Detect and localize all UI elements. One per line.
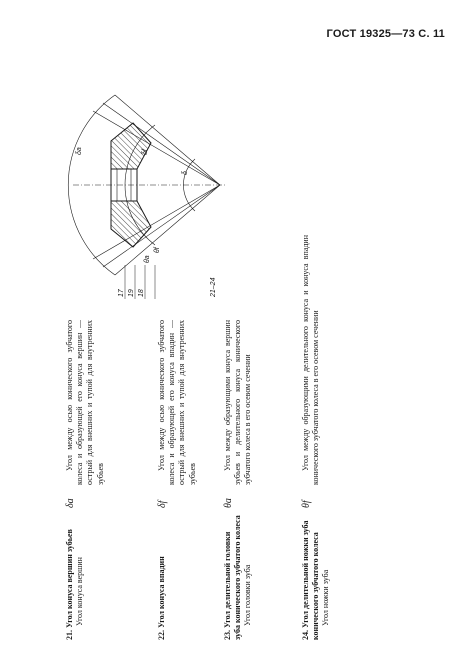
label-19: 19 (128, 289, 135, 297)
term-definition: Угол между осью конического зубчатого колеса и образующей его конуса впадин — острый для внешних и тупой для внутренних зубьев (157, 320, 197, 485)
page-header: ГОСТ 19325—73 С. 11 (326, 28, 445, 40)
bevel-gear-drawing (55, 65, 235, 305)
term-entry-24 (301, 235, 401, 640)
gear-section-right (111, 123, 151, 169)
term-symbol: δf (157, 500, 168, 508)
term-alias: Угол ножки зуба (321, 569, 331, 626)
label-theta-a: θa (144, 255, 151, 263)
term-title: Угол конуса вершин зубьев (65, 529, 74, 628)
term-name (223, 515, 254, 640)
term-title: Угол делительной ножки зуба конического зубчатого колеса (301, 520, 321, 640)
label-21-24: 21–24 (210, 277, 217, 297)
rotated-page-content (35, 50, 435, 640)
term-title: Угол конуса впадин (157, 556, 166, 628)
term-title: Угол делительной головки зуба конического зубчатого колеса (223, 515, 243, 640)
term-number: 22. (157, 630, 166, 640)
label-delta-f: δf (142, 149, 149, 155)
term-symbol: θf (301, 500, 312, 508)
term-number: 23. (223, 630, 232, 640)
term-number: 24. (301, 630, 310, 640)
label-delta-a: δa (76, 147, 83, 155)
term-name (65, 515, 85, 640)
term-number: 21. (65, 630, 74, 640)
term-definition: Угол между осью конического зубчатого колеса и образующей его конуса вершин — острый для внешних и тупой для внутренних зубьев (65, 320, 105, 485)
term-alias: Угол головки зуба (243, 564, 253, 626)
label-theta-f: θf (154, 247, 161, 253)
term-name (157, 515, 167, 640)
label-17: 17 (118, 289, 125, 297)
term-symbol: θa (223, 498, 234, 508)
term-entry-21 (65, 310, 165, 640)
term-symbol: δa (65, 498, 76, 508)
gear-section-left (111, 201, 151, 247)
term-definition: Угол между образующими делительного конуса и конуса впадин конического зубчатого колеса в его осевом сечении (301, 235, 321, 485)
term-name (301, 515, 332, 640)
label-delta: δ (182, 171, 189, 175)
bevel-gear-figure (55, 65, 235, 305)
term-alias: Угол конуса вершин (75, 557, 85, 626)
label-18: 18 (138, 289, 145, 297)
term-definition: Угол между образующими конуса вершин зубьев и делительного конуса конического зубчатого колеса в его осевом сечении (223, 320, 253, 485)
